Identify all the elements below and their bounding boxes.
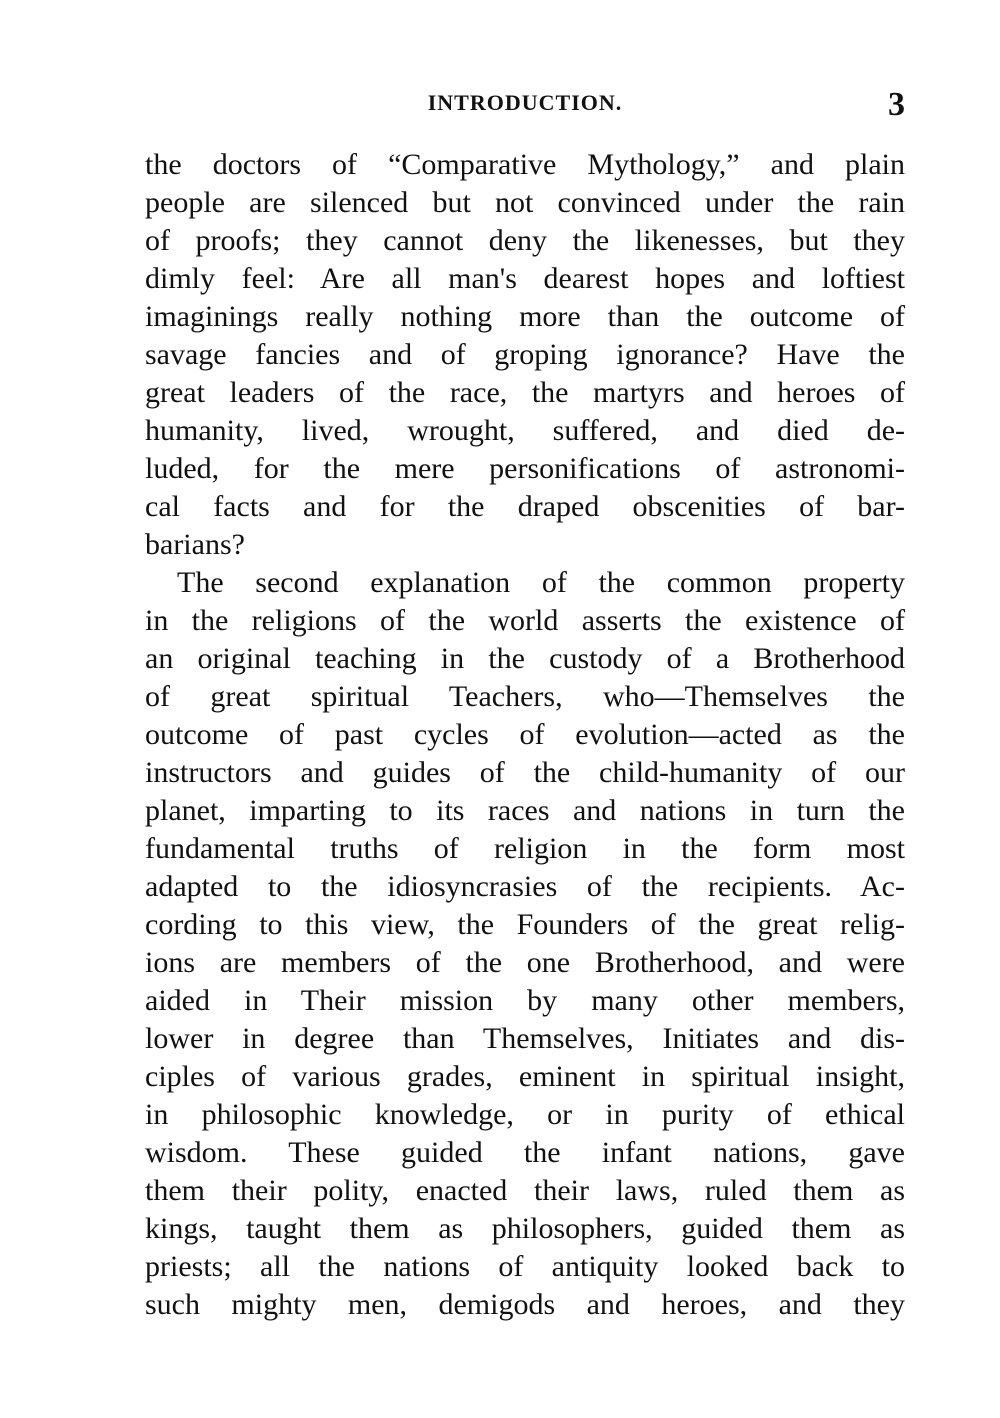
- text-line: dimly feel: Are all man's dearest hopes and loftiest: [145, 262, 905, 295]
- text-line: imaginings really nothing more than the outcome of: [145, 300, 905, 333]
- text-line: of great spiritual Teachers, who—Themselves the: [145, 680, 905, 713]
- text-line: barians?: [145, 528, 245, 561]
- text-line: in philosophic knowledge, or in purity of ethical: [145, 1098, 905, 1131]
- text-line: humanity, lived, wrought, suffered, and died de-: [145, 414, 905, 447]
- text-line: an original teaching in the custody of a Brotherhood: [145, 642, 905, 675]
- text-line: adapted to the idiosyncrasies of the recipients. Ac-: [145, 870, 905, 903]
- text-line: fundamental truths of religion in the form most: [145, 832, 905, 865]
- text-line: people are silenced but not convinced under the rain: [145, 186, 905, 219]
- running-title: INTRODUCTION.: [427, 90, 623, 115]
- text-line: outcome of past cycles of evolution—acted as the: [145, 718, 905, 751]
- text-line: such mighty men, demigods and heroes, and they: [145, 1288, 905, 1321]
- paragraph-2: [145, 564, 905, 1324]
- text-line: great leaders of the race, the martyrs and heroes of: [145, 376, 905, 409]
- text-line: cal facts and for the draped obscenities of bar-: [145, 490, 905, 523]
- text-line: savage fancies and of groping ignorance? Have the: [145, 338, 905, 371]
- body-text: [145, 146, 905, 1324]
- text-line: in the religions of the world asserts the existence of: [145, 604, 905, 637]
- text-line: planet, imparting to its races and nations in turn the: [145, 794, 905, 827]
- text-line: wisdom. These guided the infant nations, gave: [145, 1136, 905, 1169]
- page-number: 3: [888, 86, 905, 123]
- text-line: priests; all the nations of antiquity looked back to: [145, 1250, 905, 1283]
- text-line: ions are members of the one Brotherhood, and were: [145, 946, 905, 979]
- text-line: cording to this view, the Founders of the great relig-: [145, 908, 905, 941]
- text-line: lower in degree than Themselves, Initiates and dis-: [145, 1022, 905, 1055]
- text-line: instructors and guides of the child-humanity of our: [145, 756, 905, 789]
- text-line: aided in Their mission by many other members,: [145, 984, 905, 1017]
- paragraph-1: [145, 146, 905, 564]
- text-line: luded, for the mere personifications of astronomi-: [145, 452, 905, 485]
- text-line: The second explanation of the common property: [177, 566, 905, 599]
- running-head: [145, 86, 905, 126]
- text-line: ciples of various grades, eminent in spiritual insight,: [145, 1060, 905, 1093]
- text-line: of proofs; they cannot deny the likenesses, but they: [145, 224, 905, 257]
- text-line: them their polity, enacted their laws, ruled them as: [145, 1174, 905, 1207]
- text-line: the doctors of “Comparative Mythology,” and plain: [145, 148, 905, 181]
- text-line: kings, taught them as philosophers, guided them as: [145, 1212, 905, 1245]
